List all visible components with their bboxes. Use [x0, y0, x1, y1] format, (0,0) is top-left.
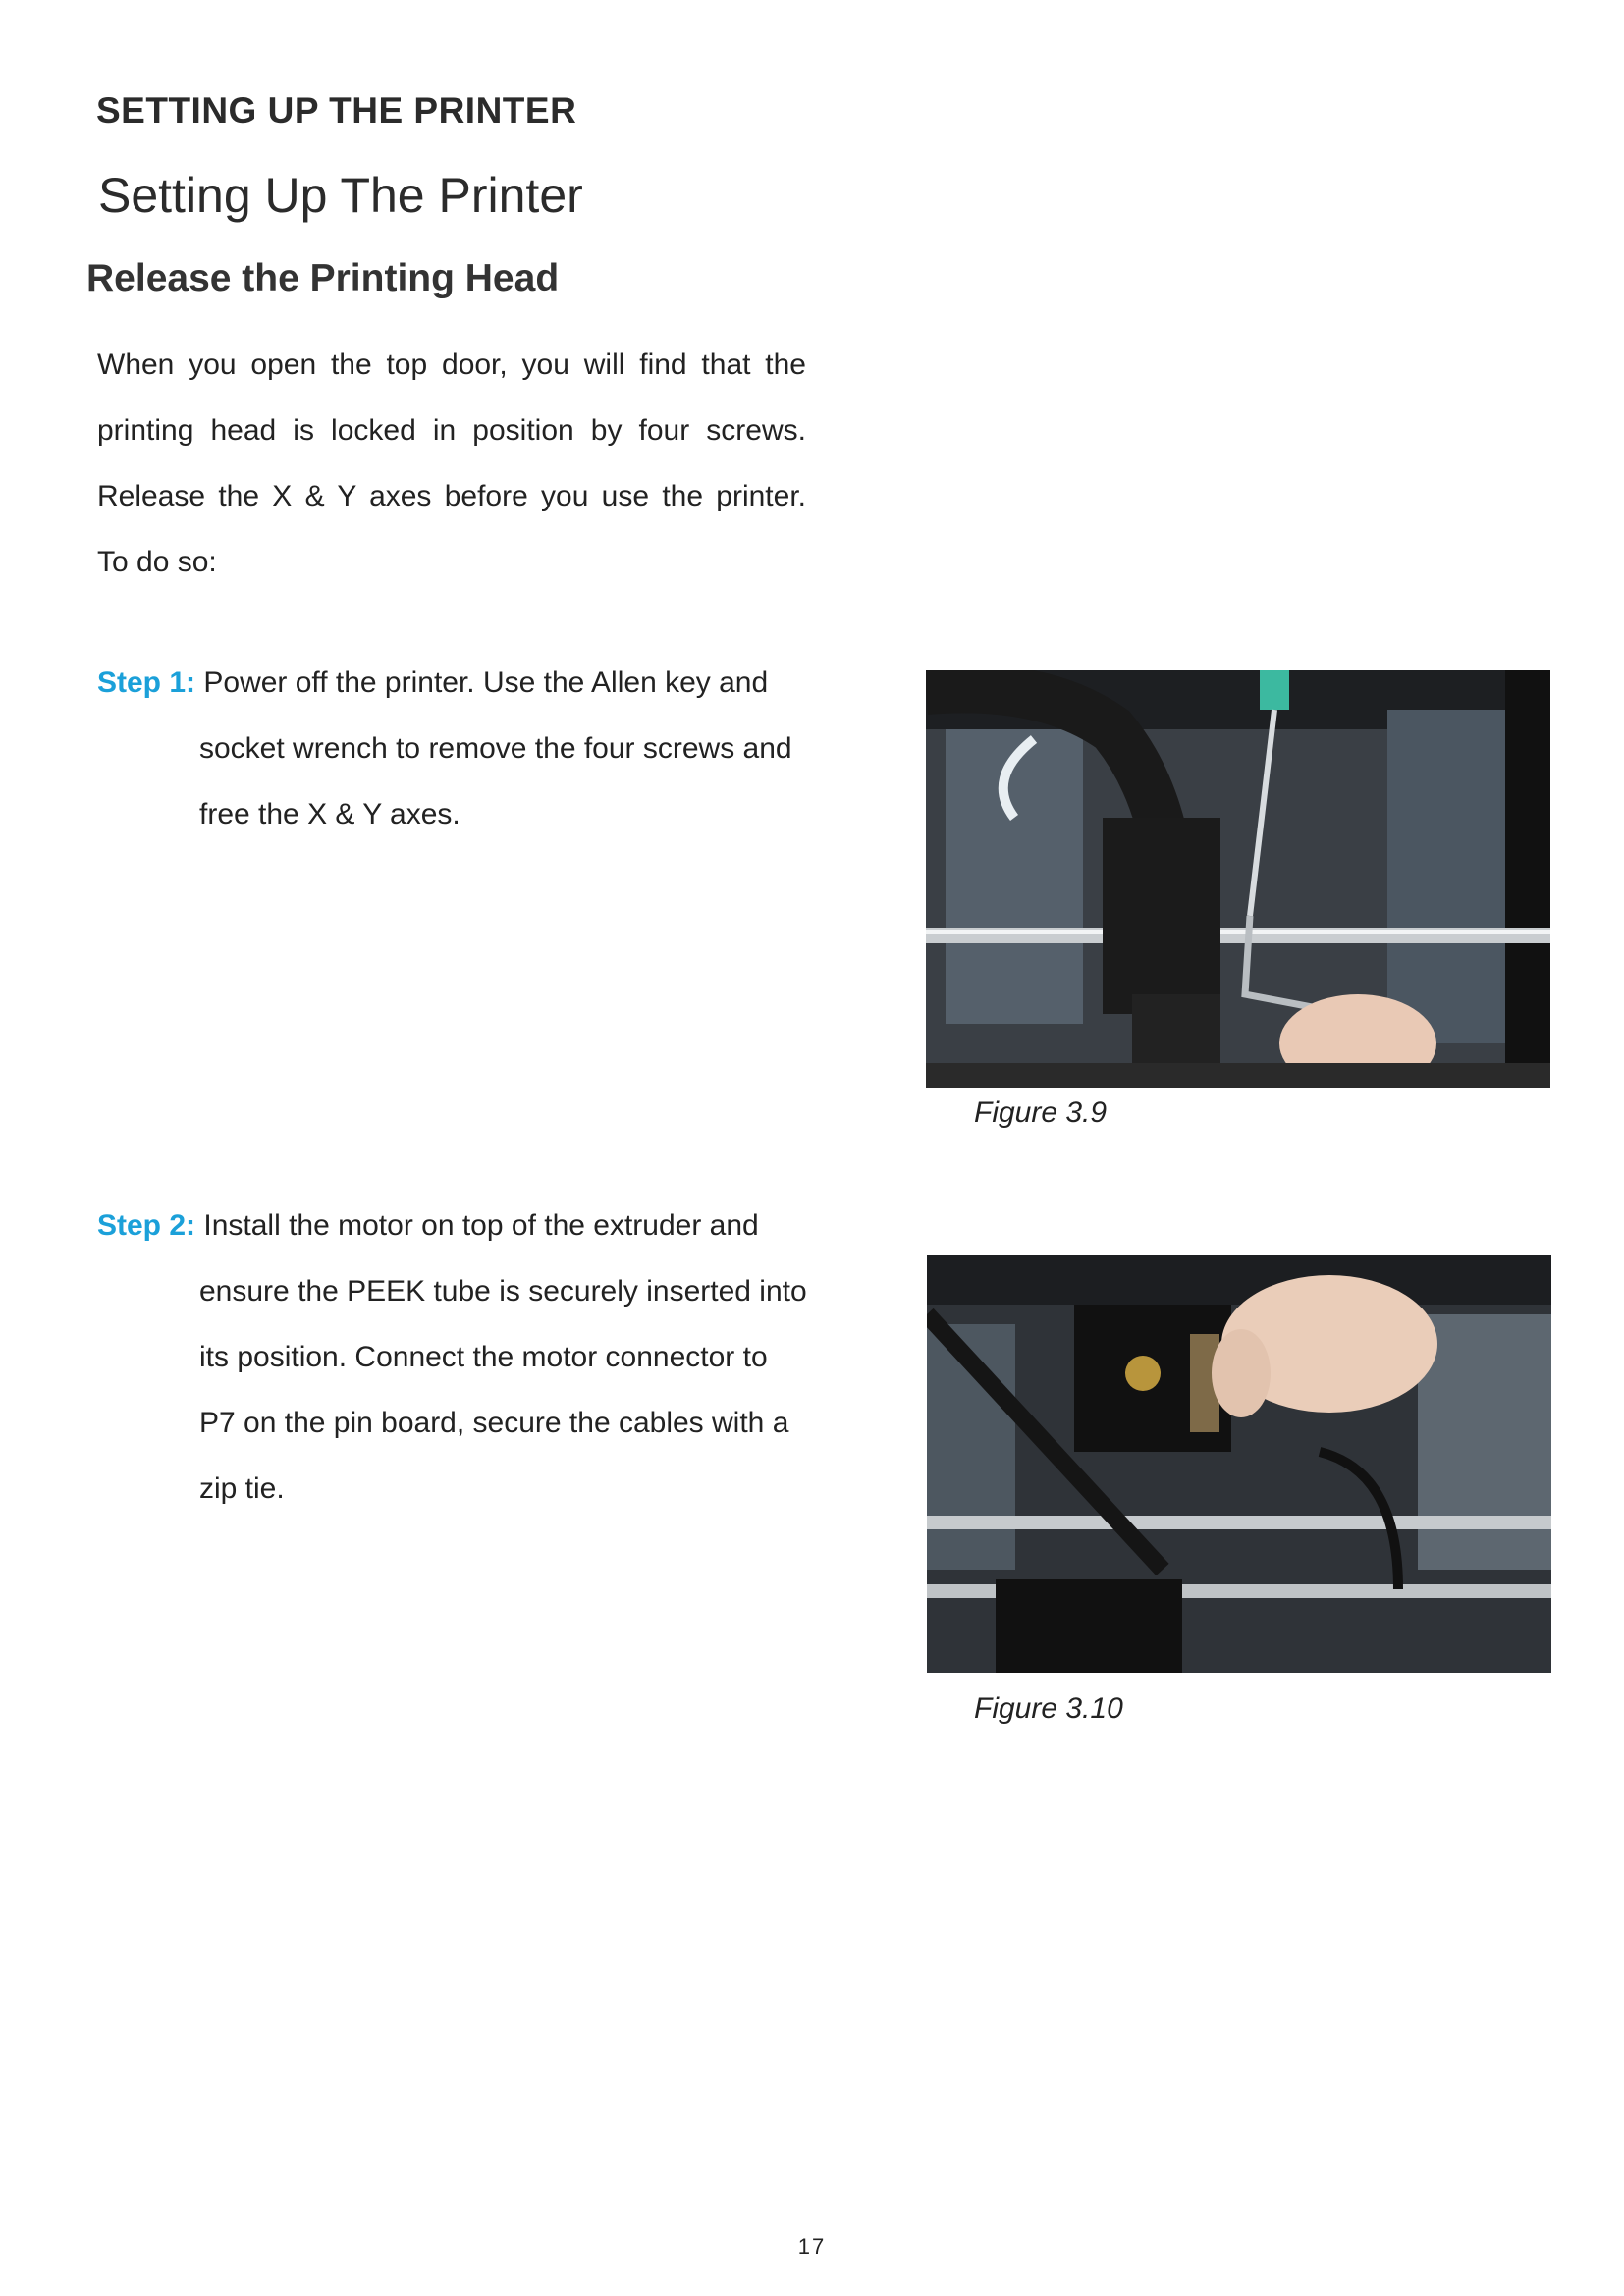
figure-3-9-caption: Figure 3.9 — [974, 1096, 1108, 1129]
figure-3-10-caption: Figure 3.10 — [974, 1692, 1123, 1725]
step-1 — [97, 650, 792, 847]
subheading: Release the Printing Head — [86, 257, 560, 299]
intro-line: Release the X & Y axes before you use the printer. — [97, 480, 806, 512]
step-1-line: socket wrench to remove the four screws and — [199, 732, 792, 765]
page-number: 17 — [797, 2234, 827, 2259]
step-1-line: free the X & Y axes. — [199, 798, 460, 830]
step-2-line: ensure the PEEK tube is securely inserted into — [199, 1275, 807, 1308]
intro-line: To do so: — [97, 546, 217, 578]
step-1-label: Step 1: — [97, 667, 196, 699]
figure-3-9-photo — [926, 670, 1550, 1088]
step-2 — [97, 1193, 807, 1522]
step-2-line: zip tie. — [199, 1472, 285, 1505]
step-2-line: its position. Connect the motor connector to — [199, 1341, 768, 1373]
section-label: SETTING UP THE PRINTER — [96, 90, 577, 131]
step-2-label: Step 2: — [97, 1209, 196, 1242]
figure-3-10-photo — [927, 1255, 1551, 1673]
intro-line: printing head is locked in position by four screws. — [97, 414, 806, 447]
intro-line: When you open the top door, you will find that the — [97, 348, 806, 381]
intro-paragraph — [97, 332, 806, 595]
step-1-line: Power off the printer. Use the Allen key and — [203, 667, 769, 699]
step-2-line: Install the motor on top of the extruder and — [203, 1209, 759, 1242]
page-title: Setting Up The Printer — [98, 168, 583, 223]
step-2-line: P7 on the pin board, secure the cables with a — [199, 1407, 789, 1439]
